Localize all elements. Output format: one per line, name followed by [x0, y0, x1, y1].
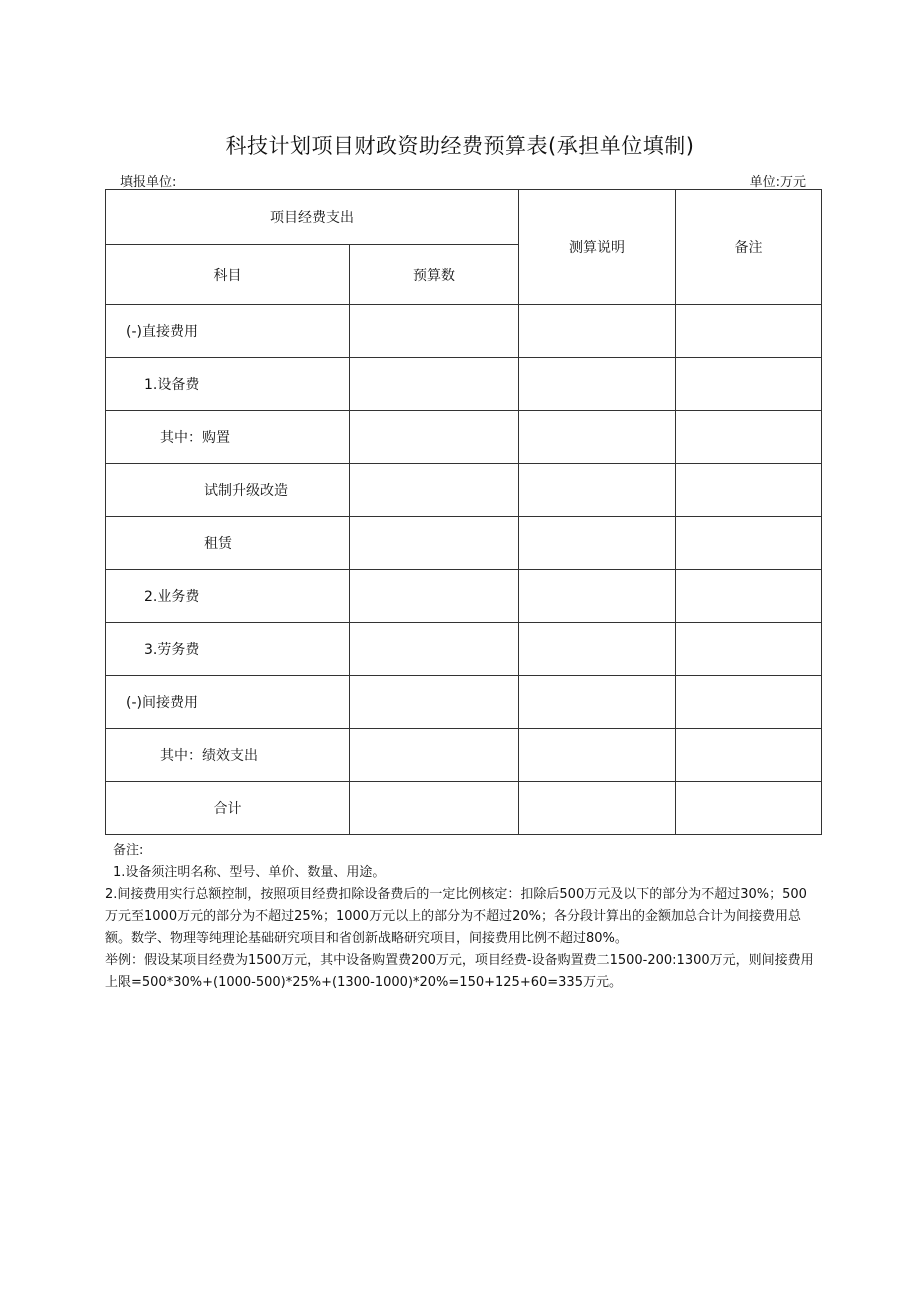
table-row: [106, 623, 822, 676]
explain-cell[interactable]: [519, 729, 676, 782]
subject-cell: (-)间接费用: [106, 676, 350, 729]
table-row: [106, 464, 822, 517]
remark-cell[interactable]: [676, 782, 822, 835]
explain-cell[interactable]: [519, 464, 676, 517]
header-remark: 备注: [676, 190, 822, 305]
subject-cell: 租赁: [106, 517, 350, 570]
budget-cell[interactable]: [350, 358, 519, 411]
subject-cell: 3.劳务费: [106, 623, 350, 676]
explain-cell[interactable]: [519, 305, 676, 358]
budget-cell[interactable]: [350, 623, 519, 676]
explain-cell[interactable]: [519, 358, 676, 411]
budget-cell[interactable]: [350, 782, 519, 835]
budget-cell[interactable]: [350, 676, 519, 729]
subject-cell: 其中：绩效支出: [106, 729, 350, 782]
notes-section: [105, 840, 817, 994]
remark-cell[interactable]: [676, 464, 822, 517]
subject-cell: 其中：购置: [106, 411, 350, 464]
budget-cell[interactable]: [350, 517, 519, 570]
budget-table: [105, 189, 822, 835]
subject-cell: 试制升级改造: [106, 464, 350, 517]
budget-cell[interactable]: [350, 729, 519, 782]
subject-cell: (-)直接费用: [106, 305, 350, 358]
table-row: [106, 358, 822, 411]
subject-cell: 2.业务费: [106, 570, 350, 623]
explain-cell[interactable]: [519, 570, 676, 623]
explain-cell[interactable]: [519, 782, 676, 835]
table-row: [106, 676, 822, 729]
table-row: [106, 411, 822, 464]
table-row-total: [106, 782, 822, 835]
header-subject: 科目: [106, 245, 350, 305]
subject-cell-total: 合计: [106, 782, 350, 835]
table-row: [106, 729, 822, 782]
note-item-1: 1.设备须注明名称、型号、单价、数量、用途。: [113, 865, 386, 880]
explain-cell[interactable]: [519, 676, 676, 729]
explain-cell[interactable]: [519, 623, 676, 676]
fill-unit-label: 填报单位:: [120, 175, 177, 190]
page-title: 科技计划项目财政资助经费预算表(承担单位填制): [225, 134, 695, 158]
note-item-2: 2.间接费用实行总额控制，按照项目经费扣除设备费后的一定比例核定：扣除后500万元及以下的部分为不超过30%；500万元至1000万元的部分为不超过25%；1000万元以上的部分为不超过20%；各分段计算出的金额加总合计为间接费用总额。数学、物理等纯理论基础研究项目和省创新战略研究项目，间接费用比例不超过80%。: [105, 887, 807, 946]
header-budget: 预算数: [350, 245, 519, 305]
budget-cell[interactable]: [350, 464, 519, 517]
header-explain: 测算说明: [519, 190, 676, 305]
unit-label: 单位:万元: [749, 175, 806, 190]
budget-cell[interactable]: [350, 411, 519, 464]
remark-cell[interactable]: [676, 358, 822, 411]
table-header-row: [106, 190, 822, 245]
explain-cell[interactable]: [519, 517, 676, 570]
table-row: [106, 305, 822, 358]
remark-cell[interactable]: [676, 305, 822, 358]
remark-cell[interactable]: [676, 570, 822, 623]
subject-cell: 1.设备费: [106, 358, 350, 411]
note-example: 举例：假设某项目经费为1500万元，其中设备购置费200万元，项目经费-设备购置费二1500-200:1300万元，则间接费用上限=500*30%+(1000-500)*25%+(1300-1000)*20%=150+125+60=335万元。: [105, 953, 814, 990]
remark-cell[interactable]: [676, 411, 822, 464]
budget-cell[interactable]: [350, 570, 519, 623]
remark-cell[interactable]: [676, 517, 822, 570]
explain-cell[interactable]: [519, 411, 676, 464]
table-row: [106, 570, 822, 623]
remark-cell[interactable]: [676, 676, 822, 729]
notes-heading: 备注:: [113, 843, 144, 858]
remark-cell[interactable]: [676, 729, 822, 782]
header-project-expense: 项目经费支出: [106, 190, 519, 245]
budget-cell[interactable]: [350, 305, 519, 358]
remark-cell[interactable]: [676, 623, 822, 676]
table-row: [106, 517, 822, 570]
